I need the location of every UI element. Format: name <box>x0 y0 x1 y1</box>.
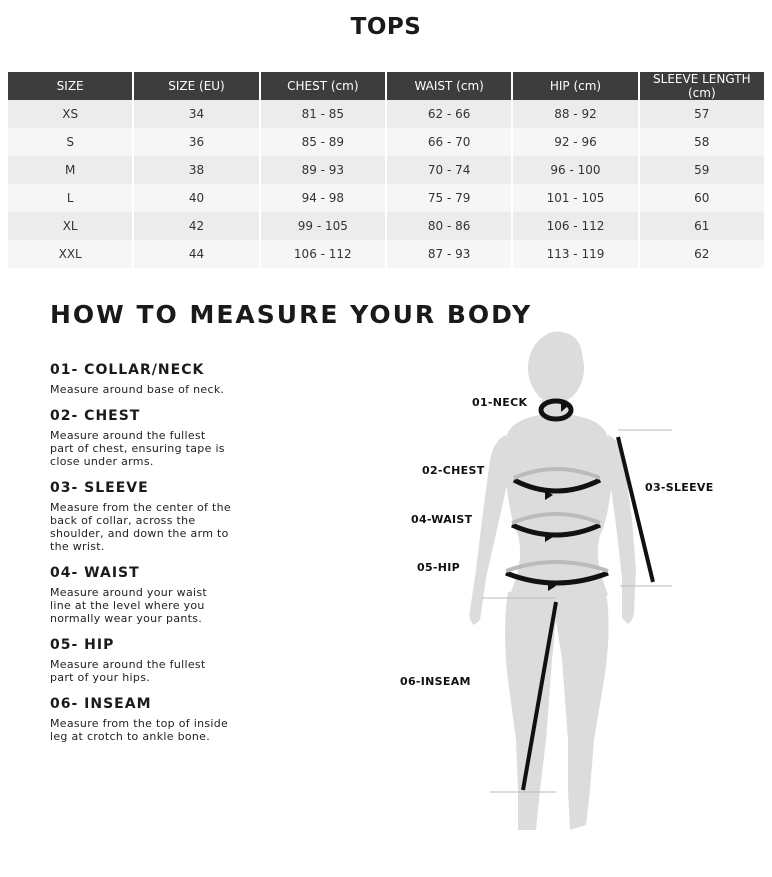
step-sleeve <box>50 480 280 553</box>
table-cell: 42 <box>134 212 258 240</box>
table-cell: 101 - 105 <box>513 184 637 212</box>
table-cell: 87 - 93 <box>387 240 511 268</box>
col-header-hip: HIP (cm) <box>513 72 637 100</box>
table-cell: XS <box>8 100 132 128</box>
table-cell: 58 <box>640 128 764 156</box>
table-cell: 36 <box>134 128 258 156</box>
step-description: Measure around your waist line at the level where you normally wear your pants. <box>50 586 207 625</box>
step-description: Measure around the fullest part of chest, ensuring tape is close under arms. <box>50 429 225 468</box>
step-description: Measure around base of neck. <box>50 383 225 396</box>
table-cell: 106 - 112 <box>513 212 637 240</box>
step-title: 03- SLEEVE <box>50 480 149 496</box>
col-header-chest: CHEST (cm) <box>261 72 385 100</box>
table-cell: 89 - 93 <box>261 156 385 184</box>
step-inseam <box>50 696 280 743</box>
table-cell: 88 - 92 <box>513 100 637 128</box>
table-cell: 61 <box>640 212 764 240</box>
body-silhouette-illustration <box>390 320 772 873</box>
table-row <box>8 100 764 128</box>
table-cell: 70 - 74 <box>387 156 511 184</box>
table-cell: XL <box>8 212 132 240</box>
step-hip <box>50 637 280 684</box>
step-collar-neck <box>50 362 280 396</box>
table-cell: XXL <box>8 240 132 268</box>
table-header-row <box>8 72 764 100</box>
table-cell: 113 - 119 <box>513 240 637 268</box>
col-header-sleeve: SLEEVE LENGTH (cm) <box>640 72 764 100</box>
measure-section-title: HOW TO MEASURE YOUR BODY <box>50 300 533 329</box>
table-cell: 92 - 96 <box>513 128 637 156</box>
table-cell: 80 - 86 <box>387 212 511 240</box>
table-cell: M <box>8 156 132 184</box>
table-cell: 60 <box>640 184 764 212</box>
table-cell: 81 - 85 <box>261 100 385 128</box>
table-cell: 57 <box>640 100 764 128</box>
table-cell: 85 - 89 <box>261 128 385 156</box>
table-cell: 106 - 112 <box>261 240 385 268</box>
table-cell: 75 - 79 <box>387 184 511 212</box>
step-title: 01- COLLAR/NECK <box>50 362 205 378</box>
col-header-waist: WAIST (cm) <box>387 72 511 100</box>
step-description: Measure around the fullest part of your hips. <box>50 658 206 684</box>
label-chest: 02-CHEST <box>422 464 485 477</box>
body-figure <box>390 320 772 873</box>
page-title: TOPS <box>350 14 422 40</box>
table-cell: 94 - 98 <box>261 184 385 212</box>
label-sleeve: 03-SLEEVE <box>645 481 714 494</box>
label-inseam: 06-INSEAM <box>400 675 471 688</box>
table-cell: 99 - 105 <box>261 212 385 240</box>
step-title: 06- INSEAM <box>50 696 152 712</box>
step-description: Measure from the top of inside leg at crotch to ankle bone. <box>50 717 229 743</box>
table-cell: 62 - 66 <box>387 100 511 128</box>
step-description: Measure from the center of the back of collar, across the shoulder, and down the arm to the wrist. <box>50 501 231 553</box>
step-title: 04- WAIST <box>50 565 140 581</box>
table-cell: 96 - 100 <box>513 156 637 184</box>
table-cell: S <box>8 128 132 156</box>
table-row <box>8 156 764 184</box>
col-header-size: SIZE <box>8 72 132 100</box>
table-cell: 34 <box>134 100 258 128</box>
table-cell: L <box>8 184 132 212</box>
label-hip: 05-HIP <box>417 561 461 574</box>
col-header-size-eu: SIZE (EU) <box>134 72 258 100</box>
size-chart-table <box>6 72 766 268</box>
measure-steps-list <box>50 362 280 755</box>
table-cell: 38 <box>134 156 258 184</box>
step-chest <box>50 408 280 468</box>
table-cell: 59 <box>640 156 764 184</box>
table-row <box>8 240 764 268</box>
table-cell: 66 - 70 <box>387 128 511 156</box>
table-cell: 44 <box>134 240 258 268</box>
table-row <box>8 128 764 156</box>
table-cell: 62 <box>640 240 764 268</box>
label-waist: 04-WAIST <box>411 513 473 526</box>
table-row <box>8 212 764 240</box>
step-title: 02- CHEST <box>50 408 141 424</box>
table-row <box>8 184 764 212</box>
table-cell: 40 <box>134 184 258 212</box>
step-waist <box>50 565 280 625</box>
step-title: 05- HIP <box>50 637 115 653</box>
label-neck: 01-NECK <box>472 396 528 409</box>
